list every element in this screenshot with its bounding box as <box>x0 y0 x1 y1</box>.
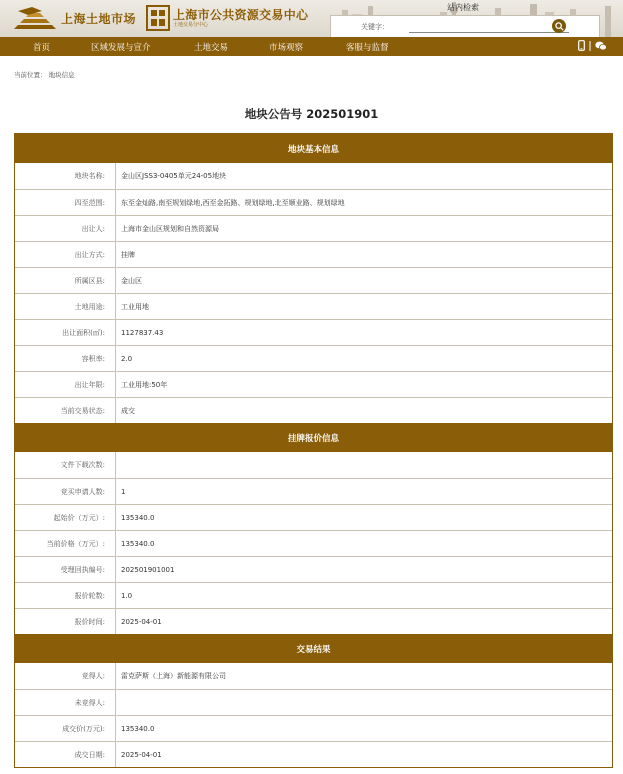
row-label: 成交日期: <box>15 742 116 767</box>
header-banner <box>0 0 623 37</box>
row-value: 2025-04-01 <box>121 750 162 759</box>
row-label: 成交价(万元): <box>15 716 116 741</box>
breadcrumb: 当前位置： 地块信息 <box>14 71 75 79</box>
row-value: 东至金灿路,南至规划绿地,西至金拓路、规划绿地,北至顺业路、规划绿地 <box>121 198 345 207</box>
row-label: 出让面积(㎡): <box>15 320 116 345</box>
table-row <box>15 608 612 634</box>
nav-item-home[interactable]: 首页 <box>33 43 51 53</box>
logo1-text: 上海土地市场 <box>61 11 137 26</box>
row-value: 2.0 <box>121 354 133 363</box>
logo2-subtitle: 土地交易分中心 <box>173 21 209 28</box>
row-label: 报价轮数: <box>15 583 116 608</box>
parcel-info-table <box>14 133 613 768</box>
row-value <box>116 452 612 478</box>
row-value: 工业用地:50年 <box>121 380 168 389</box>
nav-item-land-trading[interactable]: 土地交易 <box>194 43 229 53</box>
table-row <box>15 319 612 345</box>
row-value: 1.0 <box>121 591 133 600</box>
table-row <box>15 241 612 267</box>
row-value: 挂牌 <box>121 250 135 259</box>
table-row <box>15 715 612 741</box>
divider-icon <box>589 41 591 51</box>
row-value: 1127837.43 <box>121 328 164 337</box>
keyword-label: 关键字： <box>361 23 389 31</box>
table-row <box>15 689 612 715</box>
row-value: 上海市金山区规划和自然资源局 <box>121 224 219 233</box>
row-value: 1 <box>121 487 126 496</box>
row-label: 出让年限: <box>15 372 116 397</box>
row-label: 容积率: <box>15 346 116 371</box>
row-label: 出让人: <box>15 216 116 241</box>
row-label: 受理回执编号: <box>15 557 116 582</box>
section-listing-bid-header: 挂牌报价信息 <box>15 423 612 452</box>
page-title: 地块公告号 202501901 <box>244 107 379 121</box>
row-value: 135340.0 <box>121 724 155 733</box>
mobile-icon[interactable] <box>578 40 585 51</box>
row-label: 四至范围: <box>15 190 116 215</box>
row-label: 当前交易状态: <box>15 398 116 423</box>
public-resource-center-logo[interactable] <box>146 3 308 33</box>
logo2-title: 上海市公共资源交易中心 <box>173 7 309 22</box>
row-value: 135340.0 <box>121 513 155 522</box>
row-value: 雷克萨斯（上海）新能源有限公司 <box>121 672 226 680</box>
section-trade-result-header: 交易结果 <box>15 634 612 663</box>
shanghai-land-market-logo[interactable] <box>12 4 136 32</box>
table-row <box>15 741 612 767</box>
table-row <box>15 556 612 582</box>
table-row <box>15 504 612 530</box>
row-value: 135340.0 <box>121 539 155 548</box>
nav-item-service-supervision[interactable]: 客服与监督 <box>346 43 389 53</box>
row-value: 202501901001 <box>121 565 175 574</box>
keyword-input[interactable] <box>409 32 569 33</box>
search-box <box>330 15 600 37</box>
table-row <box>15 293 612 319</box>
table-row <box>15 530 612 556</box>
row-label: 起始价（万元）: <box>15 505 116 530</box>
row-label: 报价时间: <box>15 609 116 634</box>
resource-center-logo-icon <box>146 5 170 31</box>
row-value: 工业用地 <box>121 302 149 311</box>
row-value <box>116 690 612 715</box>
table-row <box>15 371 612 397</box>
row-label: 未竞得人: <box>15 690 116 715</box>
table-row <box>15 478 612 504</box>
table-row <box>15 663 612 689</box>
search-button[interactable] <box>552 19 566 33</box>
nav-item-market-observation[interactable]: 市场观察 <box>269 43 304 53</box>
main-nav <box>0 37 623 56</box>
table-row <box>15 267 612 293</box>
site-search-label: 站内检索 <box>447 3 479 12</box>
row-label: 竞买申请人数: <box>15 479 116 504</box>
row-label: 当前价格（万元）: <box>15 531 116 556</box>
section-basic-info-header: 地块基本信息 <box>15 134 612 163</box>
table-row <box>15 215 612 241</box>
table-row <box>15 189 612 215</box>
row-label: 文件下载次数: <box>15 452 116 478</box>
row-label: 土地用途: <box>15 294 116 319</box>
row-value: 成交 <box>121 406 135 415</box>
table-row <box>15 452 612 478</box>
search-icon <box>555 22 564 31</box>
nav-item-regional-development[interactable]: 区域发展与宣介 <box>91 43 151 53</box>
row-label: 竞得人: <box>15 663 116 689</box>
row-value: 2025-04-01 <box>121 617 162 626</box>
row-value: 金山区JSS3-0405单元24-05地块 <box>121 172 227 180</box>
table-row <box>15 163 612 189</box>
table-row <box>15 397 612 423</box>
table-row <box>15 345 612 371</box>
row-value: 金山区 <box>121 276 142 285</box>
row-label: 地块名称: <box>15 163 116 189</box>
table-row <box>15 582 612 608</box>
row-label: 所属区县: <box>15 268 116 293</box>
row-label: 出让方式: <box>15 242 116 267</box>
wechat-icon[interactable] <box>595 41 607 51</box>
land-market-logo-icon <box>12 5 58 31</box>
